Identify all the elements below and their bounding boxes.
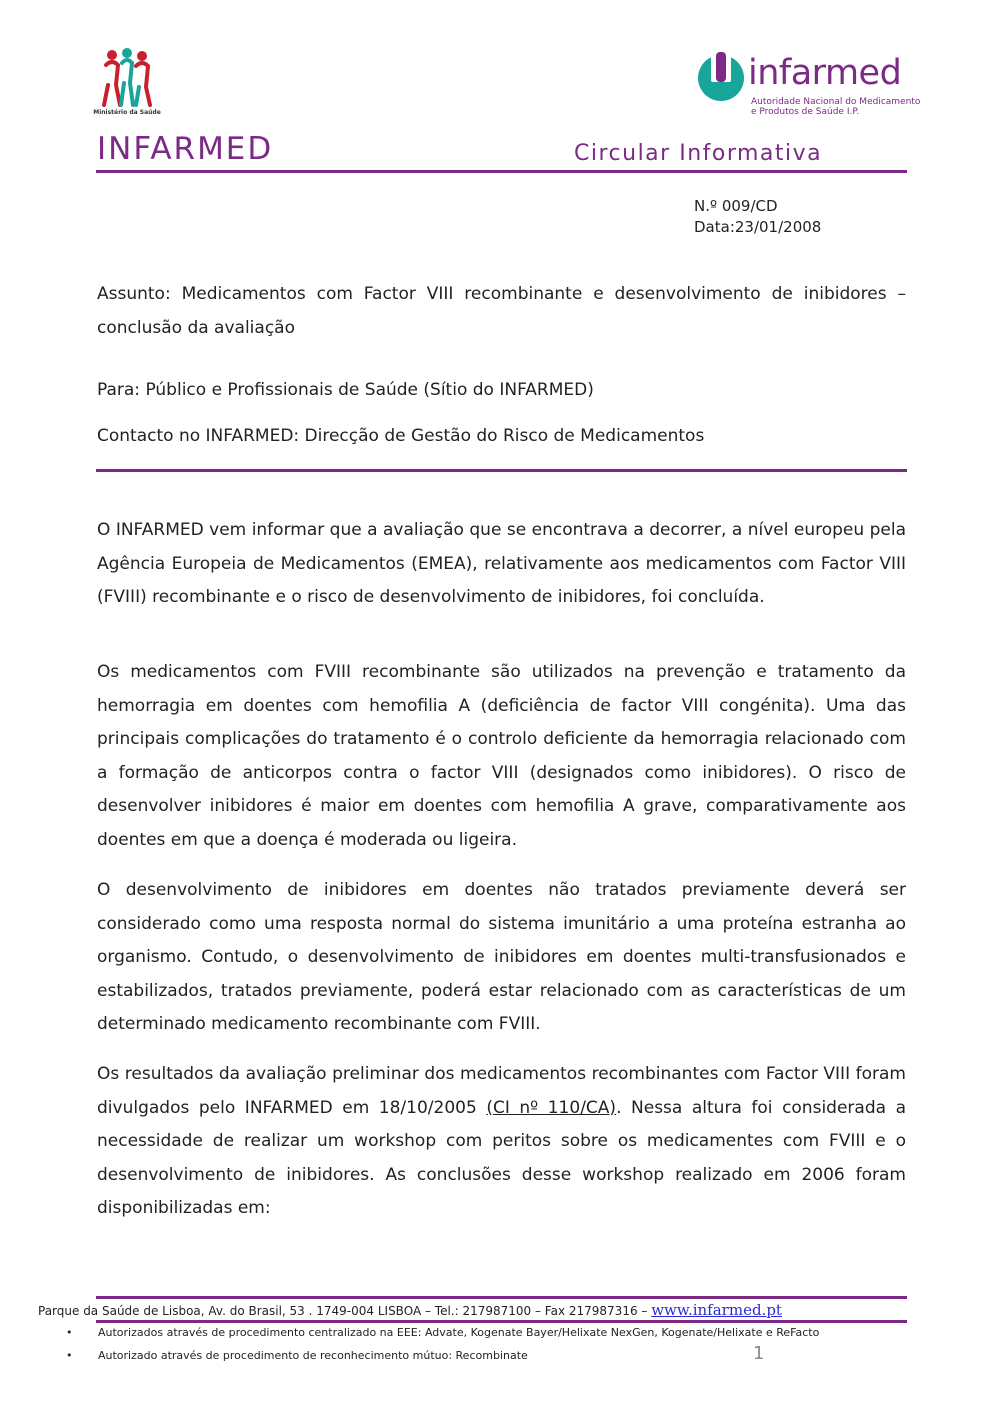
infarmed-logo-subtitle-line-1: Autoridade Nacional do Medicamento	[751, 97, 921, 107]
footnote-bullet: •	[66, 1326, 73, 1339]
infarmed-logo-wordmark: infarmed	[748, 53, 902, 93]
document-meta	[694, 196, 821, 238]
page-number: 1	[753, 1343, 765, 1364]
contact-text: Direcção de Gestão do Risco de Medicamentos	[304, 426, 705, 446]
body-paragraph-3: O desenvolvimento de inibidores em doentes não tratados previamente deverá ser considerado como uma resposta normal do sistema imunitário a uma proteína estranha ao organismo. Contudo, o desenvolvimento de inibidores em doentes multi-transfusionados e estabilizados, tratados previamente, poderá estar relacionado com as características de um determinado medicamento recombinante com FVIII.	[97, 880, 906, 1034]
contact	[97, 426, 704, 446]
body-paragraph-4-text-2: . Nessa altura foi considerada a necessidade de realizar um workshop com peritos sobre os medicamentes com FVIII e o desenvolvimento de inibidores. As conclusões desse workshop realizado em 2006 foram disponibilizadas em:	[97, 1097, 906, 1218]
footnote-bullet: •	[66, 1349, 73, 1362]
document-type: Circular Informativa	[574, 141, 823, 166]
ministerio-caption: Ministério da Saúde	[93, 109, 161, 116]
footer-divider-bottom	[96, 1320, 907, 1323]
circular-number: N.º 009/CD	[694, 197, 778, 215]
infarmed-logo-icon	[696, 50, 748, 102]
body-paragraph-4-text-1: Os resultados da avaliação preliminar dos medicamentos recombinantes com Factor VIII foram divulgados pelo INFARMED em 18/10/2005	[97, 1064, 906, 1118]
subject	[97, 278, 906, 345]
recipients	[97, 380, 594, 400]
circular-date: Data:23/01/2008	[694, 218, 822, 236]
brand-title: INFARMED	[97, 131, 274, 167]
body-paragraph-4	[97, 1058, 906, 1226]
footer-address	[38, 1301, 782, 1319]
subject-text: Medicamentos com Factor VIII recombinante e desenvolvimento de inibidores – conclusão da avaliação	[97, 284, 907, 338]
infarmed-logo-subtitle	[751, 97, 920, 117]
header-divider	[96, 170, 907, 173]
infarmed-logo-subtitle-line-2: e Produtos de Saúde I.P.	[751, 107, 860, 117]
recipients-text: Público e Profissionais de Saúde (Sítio do INFARMED)	[145, 380, 594, 400]
footnote-2	[66, 1349, 528, 1362]
section-divider	[96, 469, 907, 472]
footnote-2-text: Autorizado através de procedimento de reconhecimento mútuo: Recombinate	[98, 1349, 528, 1362]
recipients-label: Para:	[97, 380, 141, 400]
circular-reference-link[interactable]: (CI nº 110/CA)	[486, 1097, 617, 1118]
body-paragraph-1: O INFARMED vem informar que a avaliação que se encontrava a decorrer, a nível europeu pela Agência Europeia de Medicamentos (EMEA), relativamente aos medicamentos com Factor VIII (FVIII) recombinante e o risco de desenvolvimento de inibidores, foi concluída.	[97, 520, 906, 607]
footer-divider-top	[96, 1296, 907, 1299]
contact-label: Contacto no INFARMED:	[97, 426, 300, 446]
footer-address-text: Parque da Saúde de Lisboa, Av. do Brasil, 53 . 1749-004 LISBOA – Tel.: 217987100 – Fax 217987316 –	[38, 1304, 652, 1318]
footnote-1-text: Autorizados através de procedimento centralizado na EEE: Advate, Kogenate Bayer/Helixate NexGen, Kogenate/Helixate e ReFacto	[98, 1326, 820, 1339]
footer-website-link[interactable]: www.infarmed.pt	[651, 1301, 782, 1319]
subject-label: Assunto:	[97, 284, 171, 304]
footnote-1	[66, 1326, 819, 1339]
body-paragraph-2: Os medicamentos com FVIII recombinante são utilizados na prevenção e tratamento da hemorragia em doentes com hemofilia A (deficiência de factor VIII congénita). Uma das principais complicações do tratamento é o controlo deficiente da hemorragia relacionado com a formação de anticorpos contra o factor VIII (designados como inibidores). O risco de desenvolver inibidores é maior em doentes com hemofilia A grave, comparativamente aos doentes em que a doença é moderada ou ligeira.	[97, 662, 906, 850]
